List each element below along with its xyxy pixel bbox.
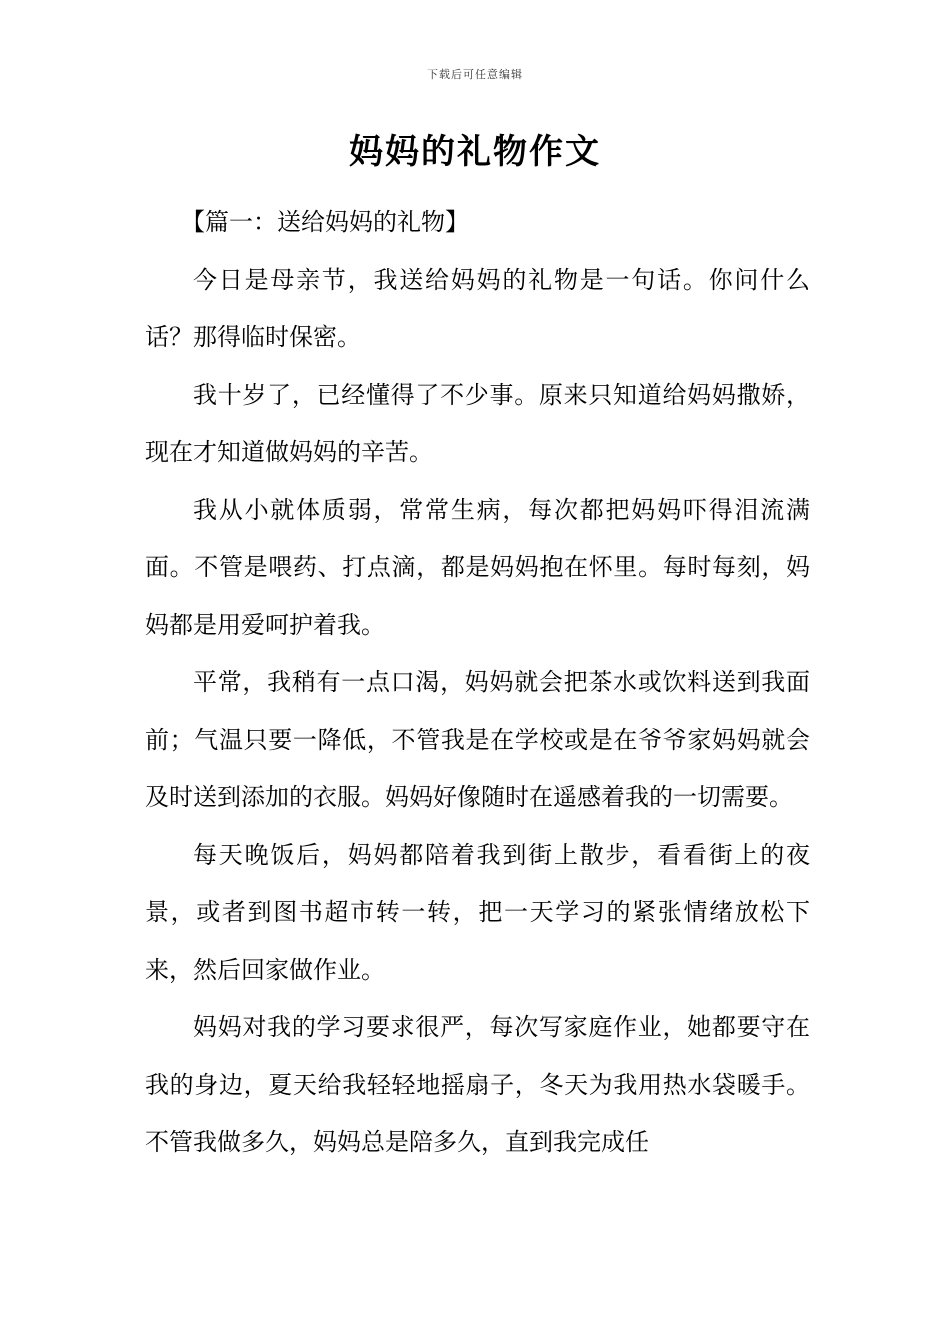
header-note: 下载后可任意编辑 [427, 68, 523, 81]
paragraph-3: 我从小就体质弱，常常生病，每次都把妈妈吓得泪流满面。不管是喂药、打点滴，都是妈妈抱在怀里。每时每刻，妈妈都是用爱呵护着我。 [145, 495, 810, 639]
document-title: 妈妈的礼物作文 [349, 132, 601, 172]
paragraph-6: 妈妈对我的学习要求很严，每次写家庭作业，她都要守在我的身边，夏天给我轻轻地摇扇子，冬天为我用热水袋暖手。不管我做多久，妈妈总是陪多久，直到我完成任 [145, 1013, 810, 1156]
paragraph-2: 我十岁了，已经懂得了不少事。原来只知道给妈妈撒娇，现在才知道做妈妈的辛苦。 [145, 380, 810, 466]
paragraph-4: 平常，我稍有一点口渴，妈妈就会把茶水或饮料送到我面前；气温只要一降低，不管我是在学校或是在爷爷家妈妈就会及时送到添加的衣服。妈妈好像随时在遥感着我的一切需要。 [145, 668, 810, 811]
paragraph-1: 今日是母亲节，我送给妈妈的礼物是一句话。你问什么话？那得临时保密。 [145, 265, 810, 351]
document-body [145, 194, 810, 1172]
section-heading: 【篇一：送给妈妈的礼物】 [181, 208, 469, 236]
paragraph-5: 每天晚饭后，妈妈都陪着我到街上散步，看看街上的夜景，或者到图书超市转一转，把一天学习的紧张情绪放松下来，然后回家做作业。 [145, 840, 810, 984]
